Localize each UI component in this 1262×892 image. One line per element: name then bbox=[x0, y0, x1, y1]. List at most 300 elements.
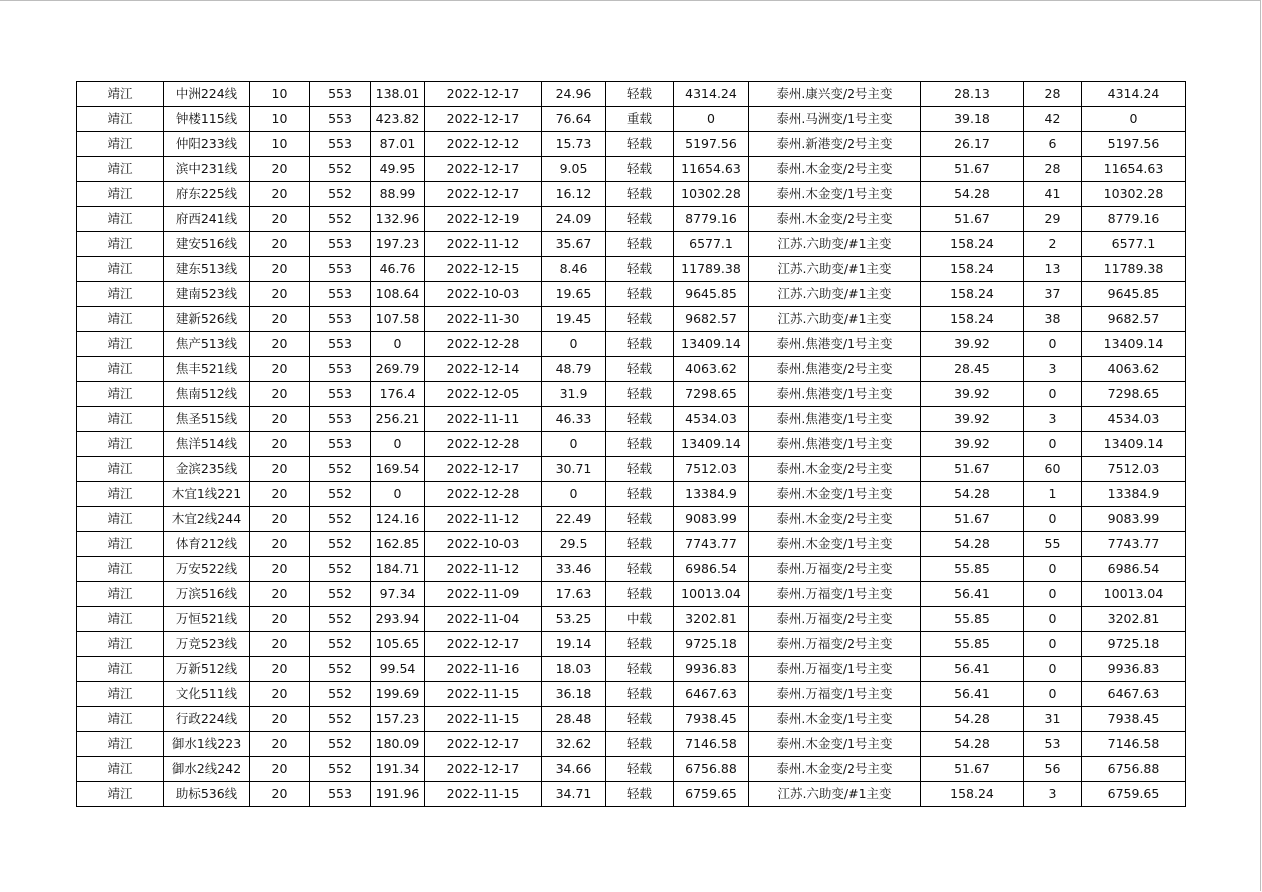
load-cell: 132.96 bbox=[371, 207, 425, 232]
transformer-load-cell: 158.24 bbox=[921, 307, 1024, 332]
remaining-capacity-cell: 5197.56 bbox=[674, 132, 749, 157]
table-row bbox=[77, 432, 1186, 457]
transformer-cell: 江苏.六助变/#1主变 bbox=[749, 782, 921, 807]
table-row bbox=[77, 557, 1186, 582]
load-status-cell: 轻载 bbox=[606, 582, 674, 607]
code-cell: 552 bbox=[310, 732, 371, 757]
code-cell: 553 bbox=[310, 432, 371, 457]
code-cell: 553 bbox=[310, 357, 371, 382]
transformer-load-cell: 54.28 bbox=[921, 182, 1024, 207]
transformer-cell: 泰州.焦港变/1号主变 bbox=[749, 432, 921, 457]
load-cell: 49.95 bbox=[371, 157, 425, 182]
load-status-cell: 轻载 bbox=[606, 732, 674, 757]
voltage-cell: 20 bbox=[250, 382, 310, 407]
voltage-cell: 20 bbox=[250, 532, 310, 557]
transformer-load-cell: 26.17 bbox=[921, 132, 1024, 157]
load-status-cell: 重载 bbox=[606, 107, 674, 132]
date-cell: 2022-12-17 bbox=[425, 457, 542, 482]
line-name-cell: 木宜2线244 bbox=[164, 507, 250, 532]
voltage-cell: 20 bbox=[250, 707, 310, 732]
region-cell: 靖江 bbox=[77, 582, 164, 607]
region-cell: 靖江 bbox=[77, 107, 164, 132]
load-rate-cell: 34.71 bbox=[542, 782, 606, 807]
code-cell: 553 bbox=[310, 282, 371, 307]
table-row bbox=[77, 382, 1186, 407]
table-row bbox=[77, 132, 1186, 157]
count-cell: 0 bbox=[1024, 607, 1082, 632]
available-capacity-cell: 7512.03 bbox=[1082, 457, 1186, 482]
transformer-cell: 泰州.木金变/1号主变 bbox=[749, 182, 921, 207]
remaining-capacity-cell: 9936.83 bbox=[674, 657, 749, 682]
region-cell: 靖江 bbox=[77, 482, 164, 507]
load-status-cell: 轻载 bbox=[606, 182, 674, 207]
transformer-load-cell: 55.85 bbox=[921, 632, 1024, 657]
region-cell: 靖江 bbox=[77, 432, 164, 457]
code-cell: 552 bbox=[310, 532, 371, 557]
code-cell: 553 bbox=[310, 232, 371, 257]
load-rate-cell: 24.09 bbox=[542, 207, 606, 232]
available-capacity-cell: 13409.14 bbox=[1082, 332, 1186, 357]
load-rate-cell: 19.14 bbox=[542, 632, 606, 657]
available-capacity-cell: 6467.63 bbox=[1082, 682, 1186, 707]
load-rate-cell: 0 bbox=[542, 432, 606, 457]
table-row bbox=[77, 682, 1186, 707]
transformer-cell: 泰州.万福变/2号主变 bbox=[749, 607, 921, 632]
table-row bbox=[77, 632, 1186, 657]
voltage-cell: 20 bbox=[250, 507, 310, 532]
transformer-cell: 泰州.万福变/1号主变 bbox=[749, 582, 921, 607]
transformer-load-cell: 28.13 bbox=[921, 82, 1024, 107]
code-cell: 553 bbox=[310, 307, 371, 332]
load-status-cell: 轻载 bbox=[606, 432, 674, 457]
transformer-cell: 泰州.木金变/1号主变 bbox=[749, 532, 921, 557]
transformer-load-cell: 55.85 bbox=[921, 557, 1024, 582]
count-cell: 3 bbox=[1024, 357, 1082, 382]
table-row bbox=[77, 232, 1186, 257]
table-row bbox=[77, 282, 1186, 307]
line-name-cell: 仲阳233线 bbox=[164, 132, 250, 157]
count-cell: 28 bbox=[1024, 82, 1082, 107]
voltage-cell: 10 bbox=[250, 107, 310, 132]
count-cell: 56 bbox=[1024, 757, 1082, 782]
count-cell: 29 bbox=[1024, 207, 1082, 232]
date-cell: 2022-11-15 bbox=[425, 707, 542, 732]
transformer-cell: 泰州.新港变/2号主变 bbox=[749, 132, 921, 157]
transformer-cell: 泰州.马洲变/1号主变 bbox=[749, 107, 921, 132]
count-cell: 0 bbox=[1024, 507, 1082, 532]
load-status-cell: 轻载 bbox=[606, 357, 674, 382]
remaining-capacity-cell: 6577.1 bbox=[674, 232, 749, 257]
code-cell: 552 bbox=[310, 632, 371, 657]
line-name-cell: 金滨235线 bbox=[164, 457, 250, 482]
voltage-cell: 20 bbox=[250, 682, 310, 707]
line-name-cell: 行政224线 bbox=[164, 707, 250, 732]
region-cell: 靖江 bbox=[77, 632, 164, 657]
voltage-cell: 20 bbox=[250, 482, 310, 507]
transformer-load-cell: 56.41 bbox=[921, 682, 1024, 707]
voltage-cell: 20 bbox=[250, 282, 310, 307]
load-cell: 0 bbox=[371, 332, 425, 357]
code-cell: 552 bbox=[310, 607, 371, 632]
code-cell: 553 bbox=[310, 257, 371, 282]
load-cell: 0 bbox=[371, 482, 425, 507]
line-name-cell: 万恒521线 bbox=[164, 607, 250, 632]
available-capacity-cell: 4063.62 bbox=[1082, 357, 1186, 382]
available-capacity-cell: 9682.57 bbox=[1082, 307, 1186, 332]
load-status-cell: 轻载 bbox=[606, 332, 674, 357]
voltage-cell: 20 bbox=[250, 632, 310, 657]
region-cell: 靖江 bbox=[77, 782, 164, 807]
code-cell: 552 bbox=[310, 757, 371, 782]
voltage-cell: 20 bbox=[250, 457, 310, 482]
available-capacity-cell: 10013.04 bbox=[1082, 582, 1186, 607]
code-cell: 552 bbox=[310, 482, 371, 507]
remaining-capacity-cell: 9725.18 bbox=[674, 632, 749, 657]
transformer-load-cell: 51.67 bbox=[921, 157, 1024, 182]
remaining-capacity-cell: 13384.9 bbox=[674, 482, 749, 507]
data-table bbox=[76, 81, 1186, 807]
remaining-capacity-cell: 8779.16 bbox=[674, 207, 749, 232]
load-cell: 256.21 bbox=[371, 407, 425, 432]
count-cell: 0 bbox=[1024, 432, 1082, 457]
count-cell: 6 bbox=[1024, 132, 1082, 157]
code-cell: 553 bbox=[310, 382, 371, 407]
transformer-cell: 泰州.焦港变/1号主变 bbox=[749, 407, 921, 432]
transformer-load-cell: 54.28 bbox=[921, 532, 1024, 557]
remaining-capacity-cell: 4534.03 bbox=[674, 407, 749, 432]
region-cell: 靖江 bbox=[77, 682, 164, 707]
region-cell: 靖江 bbox=[77, 557, 164, 582]
date-cell: 2022-10-03 bbox=[425, 282, 542, 307]
date-cell: 2022-12-14 bbox=[425, 357, 542, 382]
load-rate-cell: 33.46 bbox=[542, 557, 606, 582]
load-status-cell: 轻载 bbox=[606, 507, 674, 532]
count-cell: 28 bbox=[1024, 157, 1082, 182]
voltage-cell: 20 bbox=[250, 557, 310, 582]
remaining-capacity-cell: 7146.58 bbox=[674, 732, 749, 757]
line-name-cell: 木宜1线221 bbox=[164, 482, 250, 507]
available-capacity-cell: 6986.54 bbox=[1082, 557, 1186, 582]
line-name-cell: 中洲224线 bbox=[164, 82, 250, 107]
remaining-capacity-cell: 7298.65 bbox=[674, 382, 749, 407]
count-cell: 3 bbox=[1024, 407, 1082, 432]
code-cell: 552 bbox=[310, 707, 371, 732]
date-cell: 2022-11-04 bbox=[425, 607, 542, 632]
transformer-cell: 泰州.木金变/1号主变 bbox=[749, 732, 921, 757]
code-cell: 552 bbox=[310, 557, 371, 582]
available-capacity-cell: 0 bbox=[1082, 107, 1186, 132]
date-cell: 2022-12-05 bbox=[425, 382, 542, 407]
load-cell: 0 bbox=[371, 432, 425, 457]
load-status-cell: 轻载 bbox=[606, 482, 674, 507]
transformer-load-cell: 158.24 bbox=[921, 257, 1024, 282]
transformer-cell: 泰州.木金变/1号主变 bbox=[749, 707, 921, 732]
date-cell: 2022-12-17 bbox=[425, 82, 542, 107]
remaining-capacity-cell: 10013.04 bbox=[674, 582, 749, 607]
region-cell: 靖江 bbox=[77, 382, 164, 407]
line-name-cell: 建新526线 bbox=[164, 307, 250, 332]
load-rate-cell: 0 bbox=[542, 482, 606, 507]
count-cell: 53 bbox=[1024, 732, 1082, 757]
load-status-cell: 轻载 bbox=[606, 782, 674, 807]
code-cell: 553 bbox=[310, 407, 371, 432]
load-rate-cell: 53.25 bbox=[542, 607, 606, 632]
table-row bbox=[77, 657, 1186, 682]
load-status-cell: 轻载 bbox=[606, 282, 674, 307]
load-rate-cell: 31.9 bbox=[542, 382, 606, 407]
load-status-cell: 轻载 bbox=[606, 382, 674, 407]
available-capacity-cell: 10302.28 bbox=[1082, 182, 1186, 207]
date-cell: 2022-11-11 bbox=[425, 407, 542, 432]
count-cell: 0 bbox=[1024, 682, 1082, 707]
load-status-cell: 轻载 bbox=[606, 457, 674, 482]
available-capacity-cell: 9936.83 bbox=[1082, 657, 1186, 682]
transformer-load-cell: 28.45 bbox=[921, 357, 1024, 382]
remaining-capacity-cell: 13409.14 bbox=[674, 332, 749, 357]
transformer-cell: 泰州.焦港变/1号主变 bbox=[749, 382, 921, 407]
transformer-load-cell: 158.24 bbox=[921, 782, 1024, 807]
count-cell: 0 bbox=[1024, 657, 1082, 682]
line-name-cell: 御水1线223 bbox=[164, 732, 250, 757]
load-cell: 199.69 bbox=[371, 682, 425, 707]
table-row bbox=[77, 182, 1186, 207]
region-cell: 靖江 bbox=[77, 207, 164, 232]
transformer-load-cell: 39.92 bbox=[921, 407, 1024, 432]
transformer-load-cell: 56.41 bbox=[921, 582, 1024, 607]
load-rate-cell: 8.46 bbox=[542, 257, 606, 282]
available-capacity-cell: 9725.18 bbox=[1082, 632, 1186, 657]
load-rate-cell: 30.71 bbox=[542, 457, 606, 482]
load-rate-cell: 32.62 bbox=[542, 732, 606, 757]
voltage-cell: 20 bbox=[250, 307, 310, 332]
transformer-cell: 泰州.焦港变/2号主变 bbox=[749, 357, 921, 382]
voltage-cell: 20 bbox=[250, 782, 310, 807]
transformer-load-cell: 56.41 bbox=[921, 657, 1024, 682]
load-status-cell: 轻载 bbox=[606, 557, 674, 582]
available-capacity-cell: 3202.81 bbox=[1082, 607, 1186, 632]
table-row bbox=[77, 307, 1186, 332]
table-row bbox=[77, 607, 1186, 632]
remaining-capacity-cell: 10302.28 bbox=[674, 182, 749, 207]
available-capacity-cell: 7146.58 bbox=[1082, 732, 1186, 757]
load-status-cell: 轻载 bbox=[606, 207, 674, 232]
voltage-cell: 20 bbox=[250, 432, 310, 457]
available-capacity-cell: 7298.65 bbox=[1082, 382, 1186, 407]
load-rate-cell: 16.12 bbox=[542, 182, 606, 207]
load-cell: 124.16 bbox=[371, 507, 425, 532]
count-cell: 0 bbox=[1024, 582, 1082, 607]
available-capacity-cell: 11789.38 bbox=[1082, 257, 1186, 282]
table-row bbox=[77, 732, 1186, 757]
load-cell: 191.96 bbox=[371, 782, 425, 807]
remaining-capacity-cell: 4314.24 bbox=[674, 82, 749, 107]
load-status-cell: 轻载 bbox=[606, 407, 674, 432]
load-cell: 169.54 bbox=[371, 457, 425, 482]
remaining-capacity-cell: 7938.45 bbox=[674, 707, 749, 732]
voltage-cell: 20 bbox=[250, 657, 310, 682]
remaining-capacity-cell: 6756.88 bbox=[674, 757, 749, 782]
load-cell: 293.94 bbox=[371, 607, 425, 632]
region-cell: 靖江 bbox=[77, 282, 164, 307]
transformer-load-cell: 51.67 bbox=[921, 457, 1024, 482]
load-status-cell: 轻载 bbox=[606, 132, 674, 157]
code-cell: 553 bbox=[310, 132, 371, 157]
line-name-cell: 焦圣515线 bbox=[164, 407, 250, 432]
line-name-cell: 钟楼115线 bbox=[164, 107, 250, 132]
voltage-cell: 20 bbox=[250, 407, 310, 432]
load-cell: 88.99 bbox=[371, 182, 425, 207]
load-rate-cell: 24.96 bbox=[542, 82, 606, 107]
load-status-cell: 轻载 bbox=[606, 157, 674, 182]
transformer-load-cell: 158.24 bbox=[921, 232, 1024, 257]
voltage-cell: 20 bbox=[250, 207, 310, 232]
transformer-cell: 江苏.六助变/#1主变 bbox=[749, 282, 921, 307]
load-cell: 184.71 bbox=[371, 557, 425, 582]
load-cell: 191.34 bbox=[371, 757, 425, 782]
date-cell: 2022-12-19 bbox=[425, 207, 542, 232]
table-row bbox=[77, 407, 1186, 432]
transformer-cell: 泰州.木金变/2号主变 bbox=[749, 207, 921, 232]
date-cell: 2022-11-15 bbox=[425, 782, 542, 807]
table-row bbox=[77, 482, 1186, 507]
load-rate-cell: 36.18 bbox=[542, 682, 606, 707]
voltage-cell: 20 bbox=[250, 357, 310, 382]
code-cell: 553 bbox=[310, 332, 371, 357]
line-name-cell: 御水2线242 bbox=[164, 757, 250, 782]
code-cell: 552 bbox=[310, 507, 371, 532]
code-cell: 552 bbox=[310, 157, 371, 182]
count-cell: 3 bbox=[1024, 782, 1082, 807]
available-capacity-cell: 6756.88 bbox=[1082, 757, 1186, 782]
date-cell: 2022-11-30 bbox=[425, 307, 542, 332]
line-name-cell: 焦洋514线 bbox=[164, 432, 250, 457]
date-cell: 2022-12-17 bbox=[425, 182, 542, 207]
table-row bbox=[77, 707, 1186, 732]
date-cell: 2022-11-12 bbox=[425, 232, 542, 257]
transformer-cell: 泰州.木金变/1号主变 bbox=[749, 482, 921, 507]
transformer-load-cell: 158.24 bbox=[921, 282, 1024, 307]
remaining-capacity-cell: 11789.38 bbox=[674, 257, 749, 282]
table-row bbox=[77, 157, 1186, 182]
line-name-cell: 万滨516线 bbox=[164, 582, 250, 607]
code-cell: 552 bbox=[310, 682, 371, 707]
date-cell: 2022-11-12 bbox=[425, 557, 542, 582]
date-cell: 2022-10-03 bbox=[425, 532, 542, 557]
region-cell: 靖江 bbox=[77, 332, 164, 357]
transformer-cell: 泰州.木金变/2号主变 bbox=[749, 157, 921, 182]
voltage-cell: 10 bbox=[250, 132, 310, 157]
date-cell: 2022-12-17 bbox=[425, 107, 542, 132]
transformer-load-cell: 39.92 bbox=[921, 332, 1024, 357]
count-cell: 0 bbox=[1024, 632, 1082, 657]
load-cell: 108.64 bbox=[371, 282, 425, 307]
date-cell: 2022-11-15 bbox=[425, 682, 542, 707]
region-cell: 靖江 bbox=[77, 232, 164, 257]
load-rate-cell: 34.66 bbox=[542, 757, 606, 782]
count-cell: 0 bbox=[1024, 332, 1082, 357]
count-cell: 37 bbox=[1024, 282, 1082, 307]
transformer-load-cell: 39.92 bbox=[921, 432, 1024, 457]
transformer-cell: 泰州.木金变/2号主变 bbox=[749, 457, 921, 482]
line-name-cell: 文化511线 bbox=[164, 682, 250, 707]
voltage-cell: 20 bbox=[250, 582, 310, 607]
load-rate-cell: 18.03 bbox=[542, 657, 606, 682]
date-cell: 2022-12-28 bbox=[425, 432, 542, 457]
date-cell: 2022-12-28 bbox=[425, 482, 542, 507]
load-status-cell: 轻载 bbox=[606, 257, 674, 282]
line-name-cell: 建安516线 bbox=[164, 232, 250, 257]
region-cell: 靖江 bbox=[77, 457, 164, 482]
load-cell: 176.4 bbox=[371, 382, 425, 407]
count-cell: 42 bbox=[1024, 107, 1082, 132]
region-cell: 靖江 bbox=[77, 407, 164, 432]
table-body bbox=[77, 82, 1186, 807]
date-cell: 2022-11-09 bbox=[425, 582, 542, 607]
region-cell: 靖江 bbox=[77, 357, 164, 382]
load-rate-cell: 28.48 bbox=[542, 707, 606, 732]
load-status-cell: 轻载 bbox=[606, 757, 674, 782]
region-cell: 靖江 bbox=[77, 82, 164, 107]
region-cell: 靖江 bbox=[77, 157, 164, 182]
transformer-load-cell: 54.28 bbox=[921, 707, 1024, 732]
load-rate-cell: 0 bbox=[542, 332, 606, 357]
table-row bbox=[77, 457, 1186, 482]
date-cell: 2022-12-12 bbox=[425, 132, 542, 157]
remaining-capacity-cell: 9682.57 bbox=[674, 307, 749, 332]
transformer-load-cell: 54.28 bbox=[921, 732, 1024, 757]
load-rate-cell: 29.5 bbox=[542, 532, 606, 557]
load-status-cell: 轻载 bbox=[606, 657, 674, 682]
count-cell: 31 bbox=[1024, 707, 1082, 732]
load-status-cell: 轻载 bbox=[606, 632, 674, 657]
transformer-cell: 泰州.康兴变/2号主变 bbox=[749, 82, 921, 107]
transformer-cell: 泰州.木金变/2号主变 bbox=[749, 507, 921, 532]
region-cell: 靖江 bbox=[77, 257, 164, 282]
load-rate-cell: 46.33 bbox=[542, 407, 606, 432]
available-capacity-cell: 11654.63 bbox=[1082, 157, 1186, 182]
count-cell: 1 bbox=[1024, 482, 1082, 507]
date-cell: 2022-12-17 bbox=[425, 157, 542, 182]
region-cell: 靖江 bbox=[77, 732, 164, 757]
available-capacity-cell: 13409.14 bbox=[1082, 432, 1186, 457]
count-cell: 2 bbox=[1024, 232, 1082, 257]
remaining-capacity-cell: 13409.14 bbox=[674, 432, 749, 457]
date-cell: 2022-12-17 bbox=[425, 757, 542, 782]
count-cell: 0 bbox=[1024, 382, 1082, 407]
line-name-cell: 焦丰521线 bbox=[164, 357, 250, 382]
transformer-load-cell: 51.67 bbox=[921, 207, 1024, 232]
remaining-capacity-cell: 9083.99 bbox=[674, 507, 749, 532]
line-name-cell: 焦南512线 bbox=[164, 382, 250, 407]
region-cell: 靖江 bbox=[77, 507, 164, 532]
table-row bbox=[77, 82, 1186, 107]
load-status-cell: 轻载 bbox=[606, 82, 674, 107]
transformer-load-cell: 54.28 bbox=[921, 482, 1024, 507]
date-cell: 2022-12-28 bbox=[425, 332, 542, 357]
available-capacity-cell: 9083.99 bbox=[1082, 507, 1186, 532]
remaining-capacity-cell: 3202.81 bbox=[674, 607, 749, 632]
region-cell: 靖江 bbox=[77, 132, 164, 157]
load-cell: 162.85 bbox=[371, 532, 425, 557]
load-rate-cell: 15.73 bbox=[542, 132, 606, 157]
available-capacity-cell: 4534.03 bbox=[1082, 407, 1186, 432]
load-cell: 138.01 bbox=[371, 82, 425, 107]
date-cell: 2022-11-16 bbox=[425, 657, 542, 682]
count-cell: 38 bbox=[1024, 307, 1082, 332]
voltage-cell: 20 bbox=[250, 182, 310, 207]
code-cell: 553 bbox=[310, 107, 371, 132]
code-cell: 552 bbox=[310, 457, 371, 482]
